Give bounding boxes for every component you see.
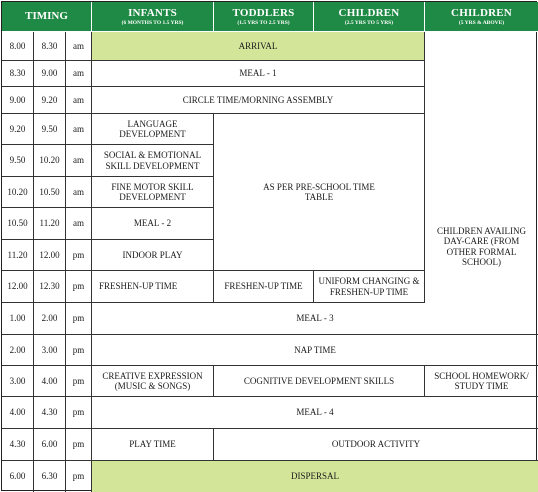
language-development-cell: LANGUAGE DEVELOPMENT: [92, 114, 214, 145]
creative-expression-cell: CREATIVE EXPRESSION (MUSIC & SONGS): [92, 366, 214, 397]
children-school-header-age: (5 YRS & ABOVE): [458, 20, 505, 27]
toddlers-header-age: (1.5 YRS TO 2.5 YRS): [237, 20, 290, 27]
meal-4-cell: MEAL - 4: [92, 397, 538, 429]
time-ampm: am: [66, 87, 92, 114]
toddlers-freshen-up-cell: FRESHEN-UP TIME: [214, 271, 314, 303]
children-school-header-title: CHILDREN: [451, 6, 512, 19]
time-ampm: pm: [66, 335, 92, 366]
circle-time-cell: CIRCLE TIME/MORNING ASSEMBLY: [92, 87, 425, 114]
time-start: 8.00: [2, 32, 34, 61]
time-start: 4.00: [2, 397, 34, 429]
timing-header-label: TIMING: [25, 10, 68, 23]
time-start: 9.00: [2, 87, 34, 114]
toddlers-header: [214, 2, 314, 32]
children-preschool-header: [314, 2, 425, 32]
time-end: 10.50: [34, 177, 66, 208]
time-ampm: am: [66, 61, 92, 87]
infants-header: [92, 2, 214, 32]
dispersal-cell: DISPERSAL: [92, 461, 538, 492]
time-ampm: am: [66, 208, 92, 240]
time-start: 3.00: [2, 366, 34, 397]
meal-1-cell: MEAL - 1: [92, 61, 425, 87]
time-start: 9.50: [2, 145, 34, 177]
arrival-cell: ARRIVAL: [92, 32, 425, 61]
fine-motor-cell: FINE MOTOR SKILL DEVELOPMENT: [92, 177, 214, 208]
time-start: 8.30: [2, 61, 34, 87]
timing-header: [2, 2, 92, 32]
time-ampm: pm: [66, 240, 92, 271]
time-start: 11.20: [2, 240, 34, 271]
infants-header-age: (6 MONTHS TO 1.5 YRS): [121, 20, 184, 27]
children-preschool-header-age: (2.5 YRS TO 5 YRS): [344, 20, 394, 27]
time-end: 8.30: [34, 32, 66, 61]
children-school-header: [425, 2, 538, 32]
time-ampm: pm: [66, 303, 92, 335]
time-start: 9.20: [2, 114, 34, 145]
children-preschool-header-title: CHILDREN: [338, 6, 400, 19]
time-end: 12.30: [34, 271, 66, 303]
time-end: 12.00: [34, 240, 66, 271]
time-end: 6.00: [34, 429, 66, 461]
outdoor-activity-cell: OUTDOOR ACTIVITY: [214, 429, 538, 461]
time-end: 4.30: [34, 397, 66, 429]
time-start: 10.50: [2, 208, 34, 240]
time-ampm: pm: [66, 429, 92, 461]
time-ampm: pm: [66, 461, 92, 492]
time-start: 6.00: [2, 461, 34, 492]
time-ampm: pm: [66, 397, 92, 429]
time-ampm: am: [66, 145, 92, 177]
time-ampm: am: [66, 114, 92, 145]
meal-2-cell: MEAL - 2: [92, 208, 214, 240]
time-start: 4.30: [2, 429, 34, 461]
time-ampm: pm: [66, 271, 92, 303]
time-ampm: am: [66, 32, 92, 61]
time-end: 9.50: [34, 114, 66, 145]
cognitive-development-cell: COGNITIVE DEVELOPMENT SKILLS: [214, 366, 425, 397]
play-time-cell: PLAY TIME: [92, 429, 214, 461]
time-end: 11.20: [34, 208, 66, 240]
time-end: 9.00: [34, 61, 66, 87]
indoor-play-cell: INDOOR PLAY: [92, 240, 214, 271]
nap-time-cell: NAP TIME: [92, 335, 538, 366]
time-start: 12.00: [2, 271, 34, 303]
time-end: 3.00: [34, 335, 66, 366]
time-end: 4.00: [34, 366, 66, 397]
social-emotional-cell: SOCIAL & EMOTIONAL SKILL DEVELOPMENT: [92, 145, 214, 177]
time-ampm: pm: [66, 366, 92, 397]
uniform-changing-cell: UNIFORM CHANGING & FRESHEN-UP TIME: [314, 271, 425, 303]
meal-3-cell: MEAL - 3: [92, 303, 538, 335]
schedule-table: [1, 1, 537, 491]
time-ampm: am: [66, 177, 92, 208]
time-start: 10.20: [2, 177, 34, 208]
time-end: 6.30: [34, 461, 66, 492]
preschool-timetable-cell: AS PER PRE-SCHOOL TIME TABLE: [214, 114, 425, 271]
time-start: 1.00: [2, 303, 34, 335]
time-end: 10.20: [34, 145, 66, 177]
time-end: 9.20: [34, 87, 66, 114]
infants-freshen-up-cell: FRESHEN-UP TIME: [92, 271, 214, 303]
time-start: 2.00: [2, 335, 34, 366]
daycare-cell: CHILDREN AVAILING DAY-CARE (FROM OTHER FORMAL SCHOOL): [437, 225, 526, 267]
time-end: 2.00: [34, 303, 66, 335]
homework-cell: SCHOOL HOMEWORK/ STUDY TIME: [425, 366, 538, 397]
toddlers-header-title: TODDLERS: [232, 6, 295, 19]
infants-header-title: INFANTS: [128, 6, 177, 19]
